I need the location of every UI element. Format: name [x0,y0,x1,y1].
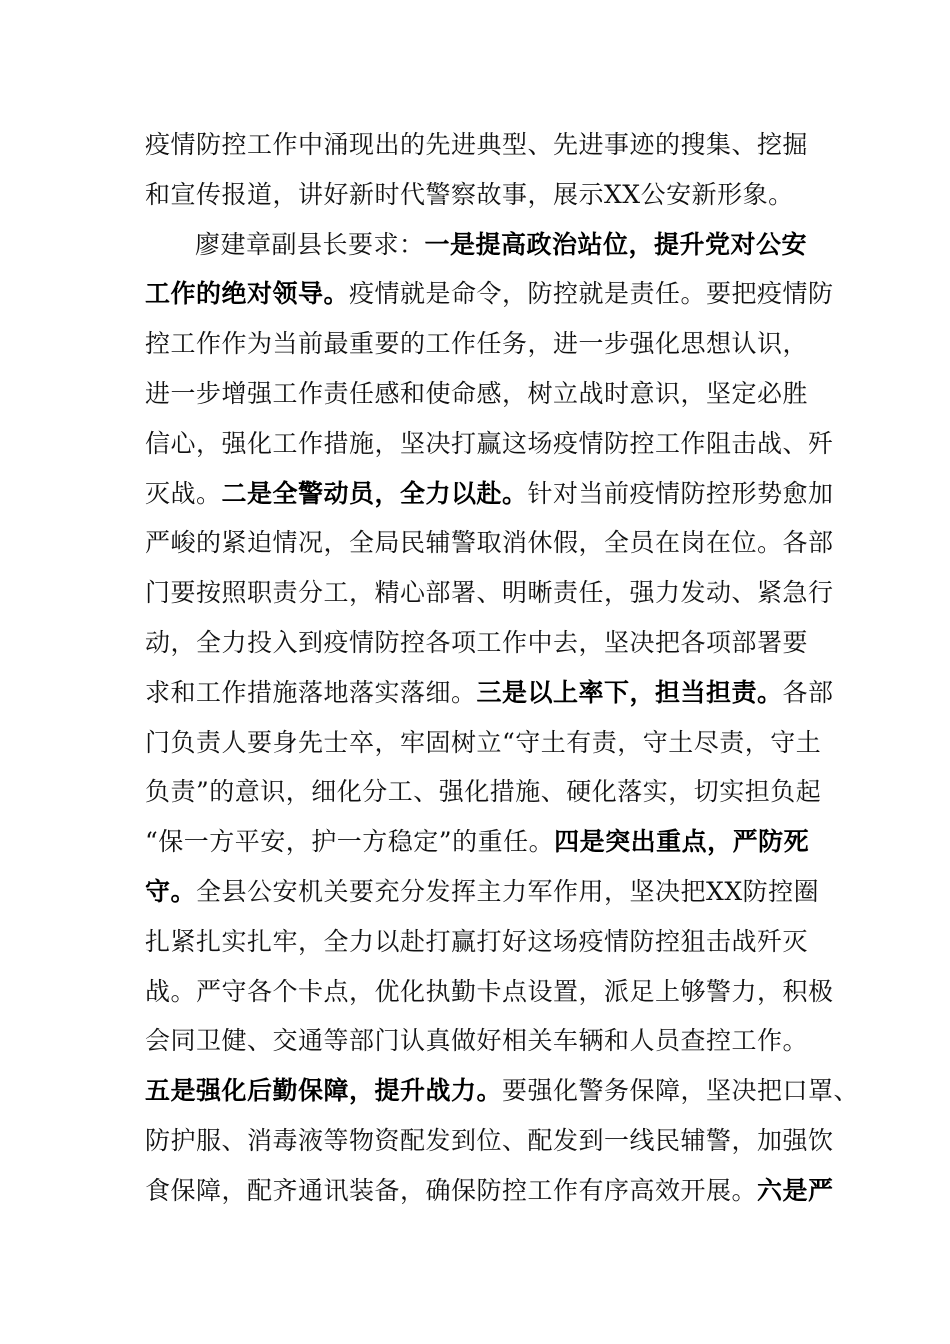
text-line [145,518,834,568]
text-segment: 灭战。 [145,478,222,508]
text-line [145,817,827,867]
bold-text-segment: 六是严 [757,1175,834,1205]
text-line [145,618,827,668]
text-line [145,369,827,419]
text-line [145,917,827,967]
text-segment: “保一方平安，护一方稳定”的重任。 [145,827,555,857]
text-segment: 扎紧扎实扎牢，全力以赴打赢打好这场疫情防控狙击战歼灭 [145,926,809,956]
bold-text-segment: 一是提高政治站位，提升党对公安 [424,229,808,259]
text-segment: 动，全力投入到疫情防控各项工作中去，坚决把各项部署要 [145,627,809,657]
text-segment: 信心，强化工作措施，坚决打赢这场疫情防控工作阻击战、歼 [145,428,834,458]
text-segment: 和宣传报道，讲好新时代警察故事，展示XX公安新形象。 [145,179,794,209]
text-segment: 负责”的意识，细化分工、强化措施、硬化落实，切实担负起 [145,777,822,807]
text-segment: 战。严守各个卡点，优化执勤卡点设置，派足上够警力，积极 [145,976,834,1006]
text-line [145,269,834,319]
text-line [145,220,827,270]
text-line [145,1116,834,1166]
text-segment: 疫情就是命令，防控就是责任。要把疫情防 [349,279,834,309]
text-line [145,1066,860,1116]
text-segment: 控工作作为当前最重要的工作任务，进一步强化思想认识， [145,329,809,359]
text-segment: 疫情防控工作中涌现出的先进典型、先进事迹的搜集、挖掘 [145,130,809,159]
text-line [145,668,834,718]
text-line [145,1016,827,1066]
bold-text-segment: 二是全警动员，全力以赴。 [221,478,528,508]
text-line [145,967,834,1017]
text-segment: 防护服、消毒液等物资配发到位、配发到一线民辅警，加强饮 [145,1125,834,1155]
text-line [145,1166,834,1216]
text-segment: 各部 [782,677,834,707]
text-line [145,718,827,768]
text-line [145,767,827,817]
text-line [145,568,834,618]
text-segment: 求和工作措施落地落实落细。 [145,677,477,707]
text-segment: 食保障，配齐通讯装备，确保防控工作有序高效开展。 [145,1175,758,1205]
bold-text-segment: 五是强化后勤保障，提升战力。 [145,1076,503,1106]
text-segment: 门要按照职责分工，精心部署、明晰责任，强力发动、紧急行 [145,578,834,608]
text-line [145,120,827,170]
text-segment: 全县公安机关要充分发挥主力军作用，坚决把XX防控圈 [196,876,820,906]
text-line [145,469,834,519]
text-line [145,170,827,220]
text-segment: 会同卫健、交通等部门认真做好相关车辆和人员查控工作。 [145,1026,809,1056]
body-text [145,120,860,1216]
text-segment: 严峻的紧迫情况，全局民辅警取消休假，全员在岗在位。各部 [145,528,834,558]
text-segment: 针对当前疫情防控形势愈加 [527,478,834,508]
text-segment: 门负责人要身先士卒，牢固树立“守土有责，守土尽责，守土 [145,727,822,757]
bold-text-segment: 守。 [145,876,197,906]
text-segment: 廖建章副县长要求： [195,229,425,259]
text-segment: 进一步增强工作责任感和使命感，树立战时意识，坚定必胜 [145,378,809,408]
bold-text-segment: 四是突出重点，严防死 [554,827,810,857]
text-segment: 要强化警务保障，坚决把口罩、 [502,1076,860,1106]
text-line [145,419,834,469]
text-line [145,319,827,369]
text-line [145,867,827,917]
bold-text-segment: 三是以上率下，担当担责。 [476,677,783,707]
bold-text-segment: 工作的绝对领导。 [145,279,350,309]
